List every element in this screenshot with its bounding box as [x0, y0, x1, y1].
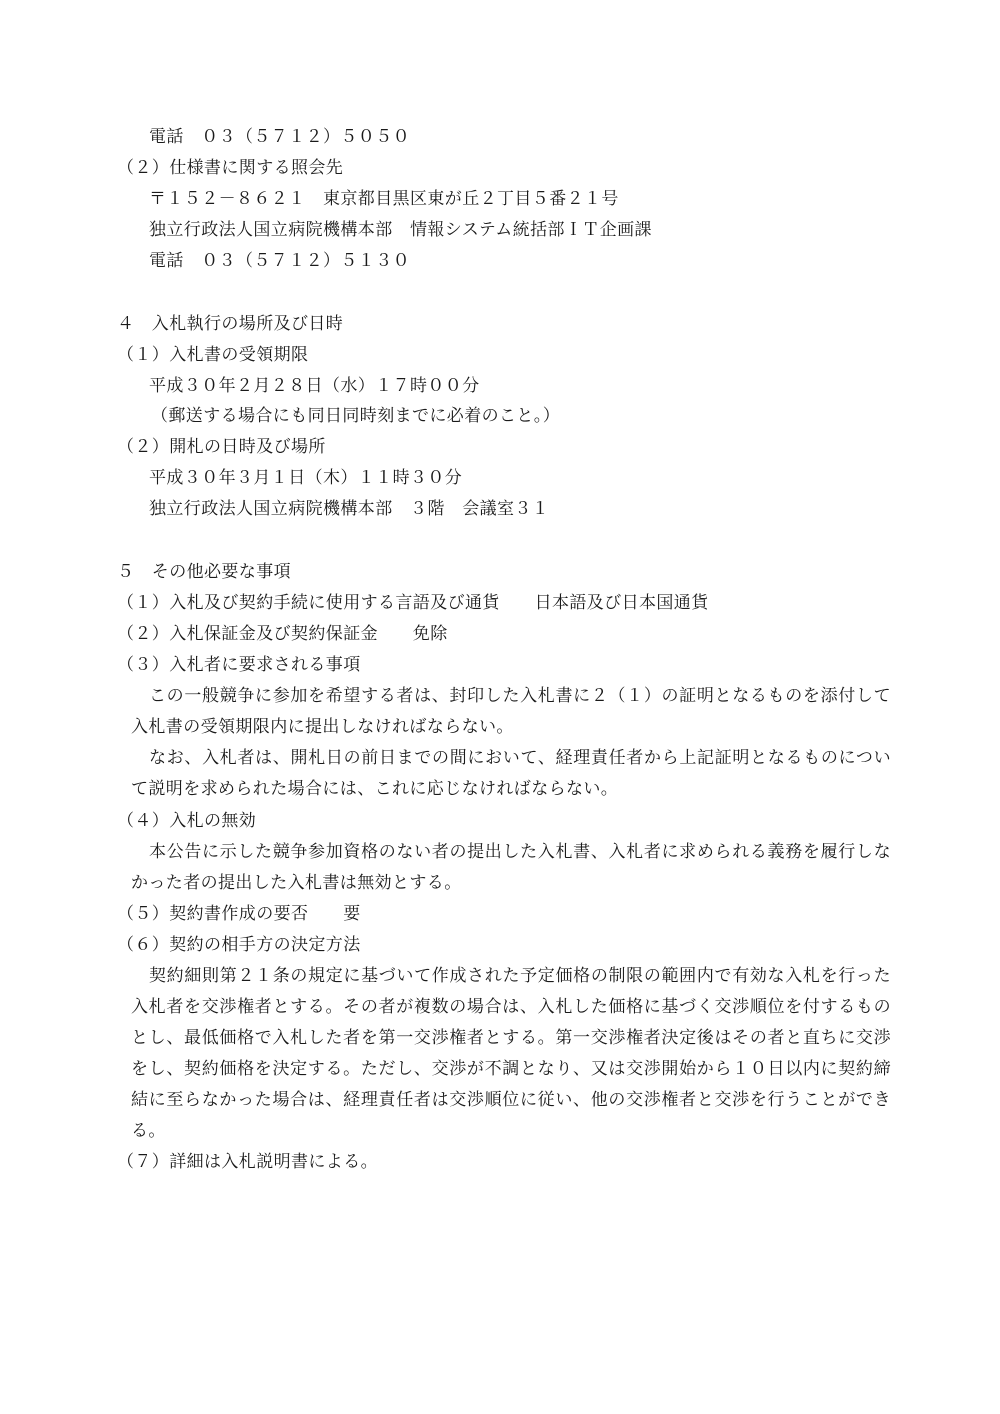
details-item: （７）詳細は入札説明書による。: [117, 1152, 378, 1172]
bid-deadline-date: 平成３０年２月２８日（水）１７時００分: [149, 376, 480, 396]
bid-deadline-heading: （１）入札書の受領期限: [117, 345, 309, 365]
paragraph-text: この一般競争に参加を希望する者は、封印した入札書に２（１）の証明となるものを添付して入札書の受領期限内に提出しなければならない。: [131, 686, 891, 737]
spec-inquiry-heading: （２）仕様書に関する照会先: [117, 158, 344, 178]
invalid-bid-paragraph: [131, 837, 891, 899]
paragraph-text: 契約細則第２１条の規定に基づいて作成された予定価格の制限の範囲内で有効な入札を行った入札者を交渉権者とする。その者が複数の場合は、入札した価格に基づく交渉順位を付するものとし、最低価格で入札した者を第一交渉権者とする。第一交渉権者決定後はその者と直ちに交渉をし、契約価格を決定する。ただし、交渉が不調となり、又は交渉開始から１０日以内に契約締結に至らなかった場合は、経理責任者は交渉順位に従い、他の交渉権者と交渉を行うことができる。: [131, 966, 891, 1141]
contact-phone-2: 電話 ０３（５７１２）５１３０: [149, 251, 410, 271]
counterparty-method-paragraph: [131, 961, 891, 1147]
spec-inquiry-address: 〒１５２－８６２１ 東京都目黒区東が丘２丁目５番２１号: [149, 189, 619, 209]
section-4-heading: ４ 入札執行の場所及び日時: [117, 314, 344, 334]
section-5-heading: ５ その他必要な事項: [117, 562, 291, 582]
bid-deadline-mail-note: （郵送する場合にも同日同時刻までに必着のこと。）: [151, 406, 561, 426]
opening-place: 独立行政法人国立病院機構本部 ３階 会議室３１: [149, 499, 550, 519]
contact-phone-1: 電話 ０３（５７１２）５０５０: [149, 127, 410, 147]
bidder-requirements-paragraph-1: [131, 681, 891, 743]
bidder-requirements-heading: （３）入札者に要求される事項: [117, 655, 361, 675]
paragraph-text: なお、入札者は、開札日の前日までの間において、経理責任者から上記証明となるものについて説明を求められた場合には、これに応じなければならない。: [131, 748, 891, 799]
opening-heading: （２）開札の日時及び場所: [117, 437, 326, 457]
opening-date: 平成３０年３月１日（木）１１時３０分: [149, 468, 463, 488]
invalid-bid-heading: （４）入札の無効: [117, 811, 257, 831]
spec-inquiry-org: 独立行政法人国立病院機構本部 情報システム統括部ＩＴ企画課: [149, 220, 652, 240]
contract-document-item: （５）契約書作成の要否 要: [117, 904, 361, 924]
guarantee-item: （２）入札保証金及び契約保証金 免除: [117, 624, 448, 644]
paragraph-text: 本公告に示した競争参加資格のない者の提出した入札書、入札者に求められる義務を履行しなかった者の提出した入札書は無効とする。: [131, 842, 891, 893]
language-currency-item: （１）入札及び契約手続に使用する言語及び通貨 日本語及び日本国通貨: [117, 593, 709, 613]
bidder-requirements-paragraph-2: [131, 743, 891, 805]
counterparty-method-heading: （６）契約の相手方の決定方法: [117, 935, 361, 955]
